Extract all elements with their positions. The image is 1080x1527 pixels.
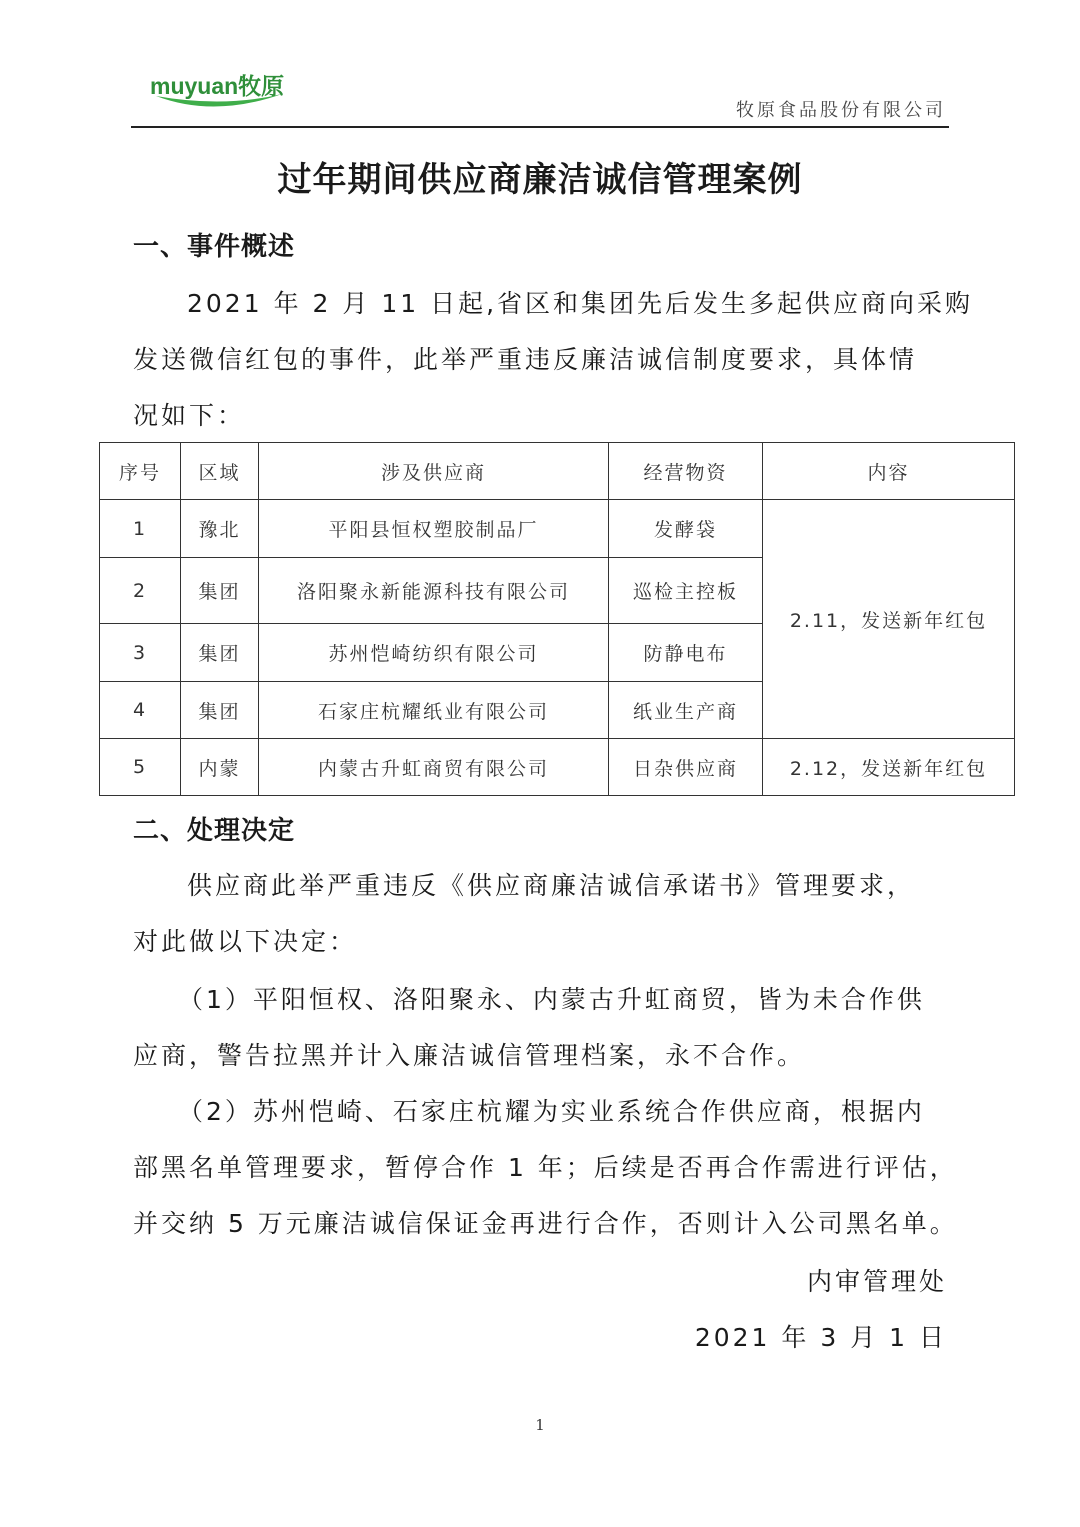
row-region: 集团 — [181, 558, 259, 624]
row-region: 集团 — [181, 682, 259, 739]
decision-item2-line-2: 部黑名单管理要求，暂停合作 1 年；后续是否再合作需进行评估， — [133, 1153, 958, 1182]
column-header: 区域 — [181, 443, 259, 500]
logo-text: muyuan牧原 — [150, 73, 285, 99]
row-goods: 巡检主控板 — [609, 558, 763, 624]
decision-item1-line-2: 应商，警告拉黑并计入廉洁诚信管理档案，永不合作。 — [133, 1041, 806, 1070]
company-name: 牧原食品股份有限公司 — [736, 100, 946, 121]
row-content: 2.12，发送新年红包 — [763, 739, 1015, 796]
document-title: 过年期间供应商廉洁诚信管理案例 — [277, 160, 803, 200]
overview-line-2: 发送微信红包的事件，此举严重违反廉洁诚信制度要求，具体情 — [133, 345, 918, 374]
row-goods: 日杂供应商 — [609, 739, 763, 796]
row-number: 3 — [100, 624, 181, 682]
row-goods: 发酵袋 — [609, 500, 763, 558]
decision-item2-line-3: 并交纳 5 万元廉洁诚信保证金再进行合作，否则计入公司黑名单。 — [133, 1209, 958, 1238]
section-heading-decision: 二、处理决定 — [133, 816, 296, 846]
signature-department: 内审管理处 — [806, 1267, 947, 1296]
column-header: 内容 — [763, 443, 1015, 500]
column-header: 涉及供应商 — [259, 443, 609, 500]
row-supplier: 平阳县恒权塑胶制品厂 — [259, 500, 609, 558]
column-header: 序号 — [100, 443, 181, 500]
signature-date: 2021 年 3 月 1 日 — [694, 1323, 947, 1352]
row-goods: 纸业生产商 — [609, 682, 763, 739]
row-number: 1 — [100, 500, 181, 558]
row-supplier: 洛阳聚永新能源科技有限公司 — [259, 558, 609, 624]
table-row — [100, 500, 1015, 558]
supplier-cases-table — [99, 442, 1015, 796]
row-number: 5 — [100, 739, 181, 796]
row-supplier: 石家庄杭耀纸业有限公司 — [259, 682, 609, 739]
page-number: 1 — [535, 1416, 545, 1434]
column-header: 经营物资 — [609, 443, 763, 500]
logo-swoosh-icon — [154, 92, 284, 114]
table-header-row — [100, 443, 1015, 500]
row-region: 内蒙 — [181, 739, 259, 796]
overview-line-3: 况如下： — [133, 401, 246, 430]
decision-intro-line-2: 对此做以下决定： — [133, 927, 358, 956]
decision-item2-line-1: （2）苏州恺崎、石家庄杭耀为实业系统合作供应商，根据内 — [178, 1097, 925, 1126]
company-logo — [150, 68, 290, 118]
row-number: 2 — [100, 558, 181, 624]
header-divider — [131, 126, 949, 128]
row-region: 豫北 — [181, 500, 259, 558]
table-row — [100, 739, 1015, 796]
decision-intro-line-1: 供应商此举严重违反《供应商廉洁诚信承诺书》管理要求， — [187, 871, 916, 900]
decision-item1-line-1: （1）平阳恒权、洛阳聚永、内蒙古升虹商贸，皆为未合作供 — [178, 985, 925, 1014]
section-heading-overview: 一、事件概述 — [133, 232, 296, 262]
row-region: 集团 — [181, 624, 259, 682]
row-supplier: 内蒙古升虹商贸有限公司 — [259, 739, 609, 796]
row-number: 4 — [100, 682, 181, 739]
row-goods: 防静电布 — [609, 624, 763, 682]
row-content: 2.11，发送新年红包 — [763, 500, 1015, 739]
overview-line-1: 2021 年 2 月 11 日起,省区和集团先后发生多起供应商向采购 — [187, 289, 974, 318]
row-supplier: 苏州恺崎纺织有限公司 — [259, 624, 609, 682]
